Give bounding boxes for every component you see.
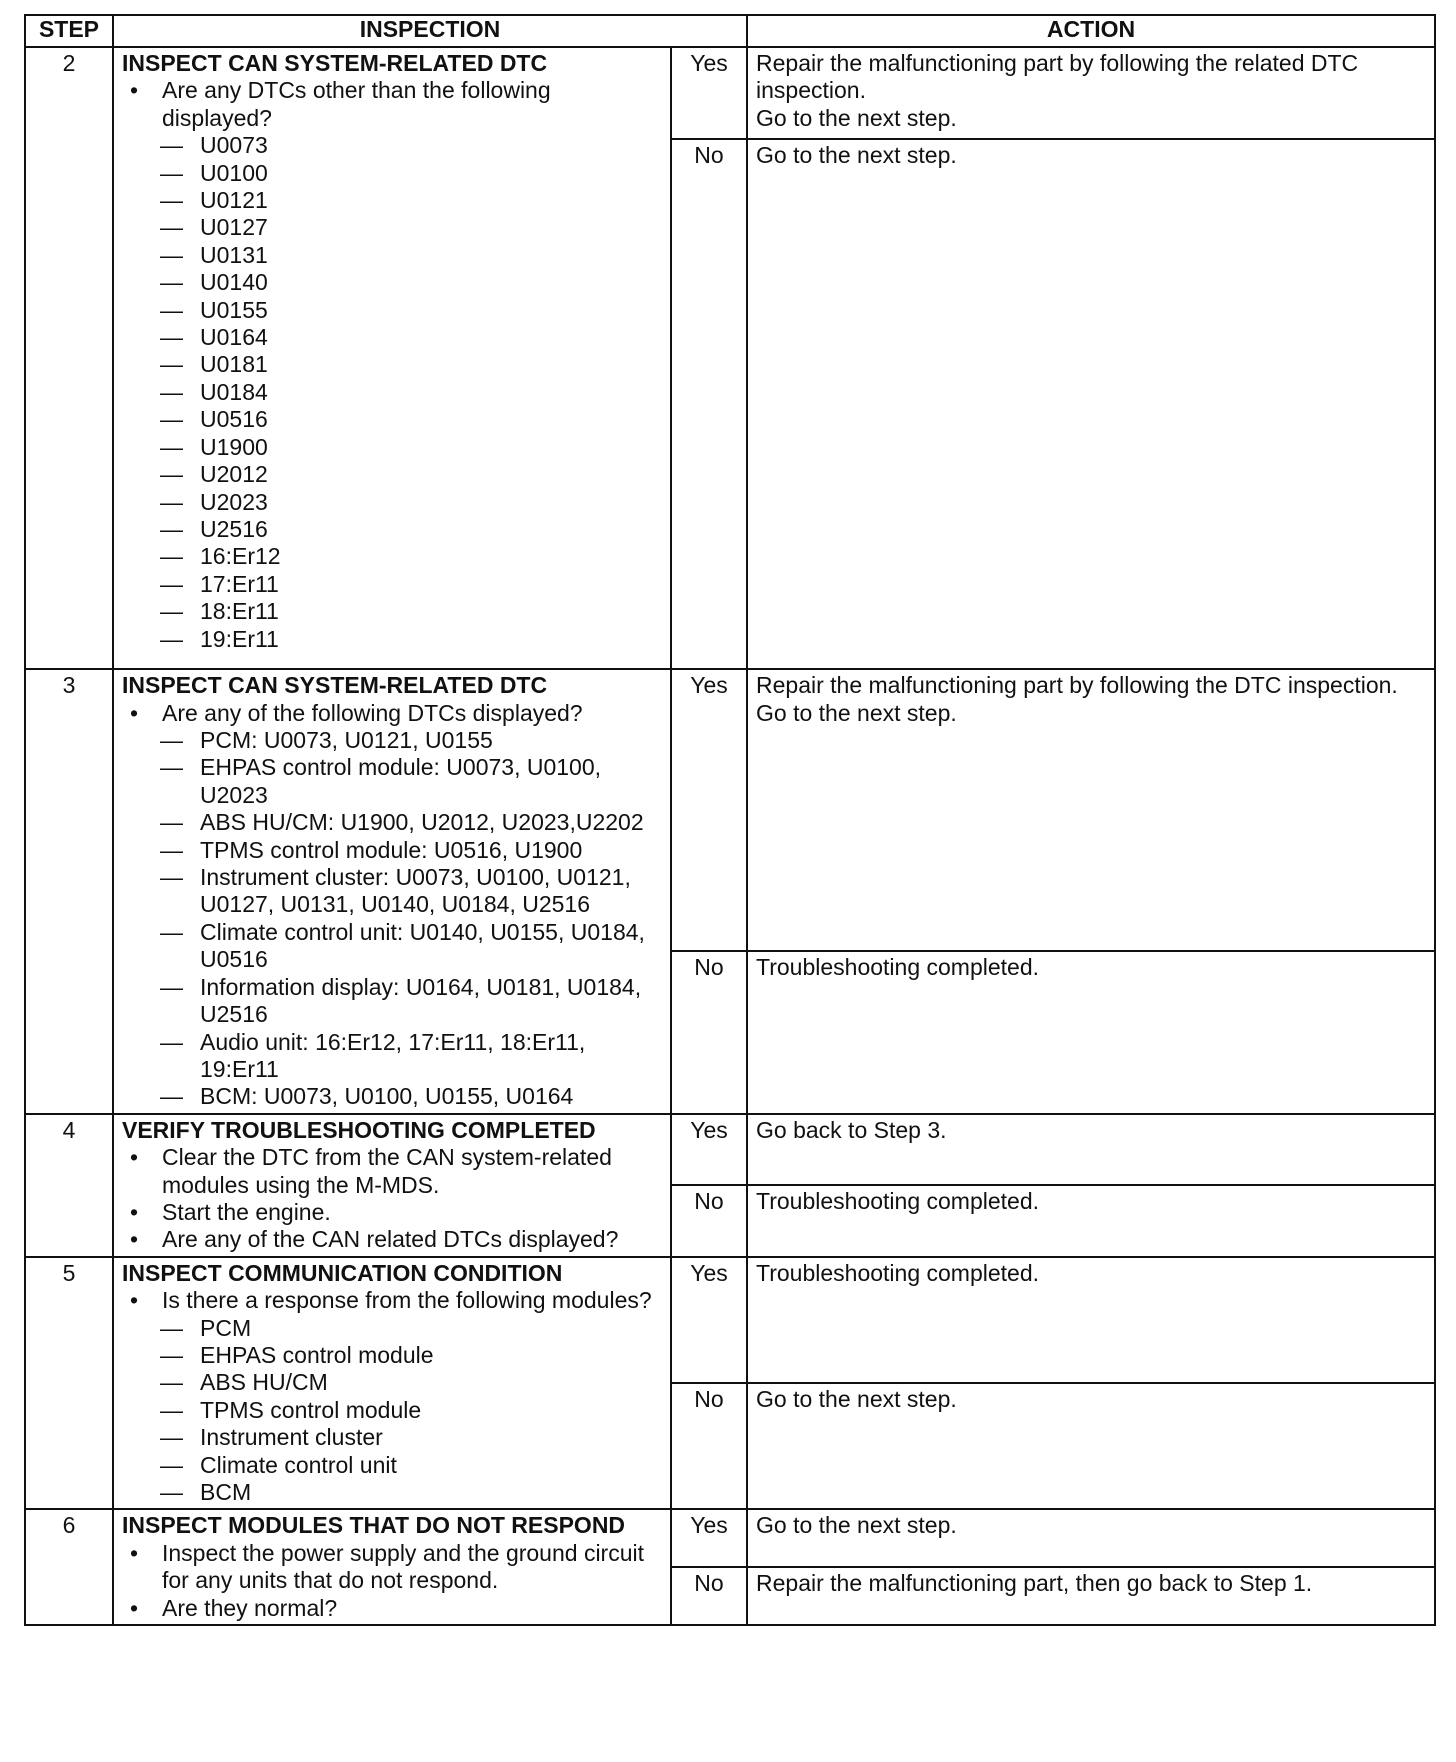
- dtc-list-item: — 19:Er11: [160, 625, 279, 652]
- dtc-list-item: — EHPAS control module: U0073, U0100, U2023: [160, 754, 602, 808]
- yes-label: Yes: [671, 47, 747, 139]
- inspection-cell: [113, 47, 671, 669]
- no-action: Troubleshooting completed.: [747, 951, 1435, 1114]
- bullet-icon: •: [130, 1594, 139, 1621]
- inspection-bullet: • Are any of the CAN related DTCs displayed?: [130, 1226, 619, 1253]
- dtc-list-item: — U0184: [160, 378, 268, 405]
- step-row: [25, 1509, 1435, 1567]
- dtc-list-item: — PCM: U0073, U0121, U0155: [160, 727, 493, 754]
- yes-action: Troubleshooting completed.: [747, 1257, 1435, 1383]
- inspection-question: • Are any DTCs other than the following displayed?: [130, 77, 551, 131]
- no-action: Repair the malfunctioning part, then go back to Step 1.: [747, 1567, 1435, 1625]
- module-list-item: — BCM: [160, 1479, 252, 1505]
- dtc-list-item: — U0516: [160, 406, 268, 433]
- step-number: 5: [25, 1257, 113, 1510]
- inspection-bullet: • Start the engine.: [130, 1198, 331, 1225]
- dtc-list-item: — ABS HU/CM: U1900, U2012, U2023,U2202: [160, 809, 644, 836]
- inspection-question: • Is there a response from the following modules?: [130, 1287, 652, 1314]
- inspection-question: • Are any of the following DTCs displayed?: [130, 699, 583, 726]
- inspection-cell: [113, 669, 671, 1114]
- inspection-title: INSPECT CAN SYSTEM-RELATED DTC: [122, 50, 548, 76]
- step-row: [25, 669, 1435, 951]
- dtc-list-item: — U2023: [160, 488, 268, 515]
- bullet-icon: •: [130, 1287, 139, 1314]
- yes-label: Yes: [671, 669, 747, 951]
- header-inspection: INSPECTION: [113, 15, 747, 47]
- yes-label: Yes: [671, 1257, 747, 1383]
- inspection-cell: [113, 1257, 671, 1510]
- no-action: Troubleshooting completed.: [747, 1185, 1435, 1257]
- dtc-list-item: — 16:Er12: [160, 543, 281, 570]
- inspection-bullet: • Inspect the power supply and the ground circuit for any units that do not respond.: [130, 1539, 645, 1594]
- bullet-icon: •: [130, 699, 139, 726]
- dtc-list-item: — U0140: [160, 269, 268, 296]
- inspection-cell: [113, 1114, 671, 1257]
- dtc-list-item: — U0100: [160, 159, 268, 186]
- dtc-list-item: — BCM: U0073, U0100, U0155, U0164: [160, 1083, 574, 1110]
- bullet-icon: •: [130, 1539, 139, 1566]
- no-action: Go to the next step.: [747, 1383, 1435, 1509]
- yes-action: Go to the next step.: [747, 1509, 1435, 1567]
- no-label: No: [671, 1567, 747, 1625]
- step-row: [25, 1114, 1435, 1186]
- dtc-list-item: — 17:Er11: [160, 570, 279, 597]
- bullet-icon: •: [130, 1144, 139, 1171]
- inspection-bullet: • Are they normal?: [130, 1594, 338, 1621]
- dtc-list-item: — U0164: [160, 324, 268, 351]
- header-step: STEP: [25, 15, 113, 47]
- dtc-list-item: — Instrument cluster: U0073, U0100, U0121, U0127, U0131, U0140, U0184, U2516: [160, 864, 631, 918]
- bullet-icon: •: [130, 77, 139, 104]
- dtc-list-item: — TPMS control module: U0516, U1900: [160, 836, 583, 863]
- step-number: 6: [25, 1509, 113, 1625]
- dtc-list-item: — Information display: U0164, U0181, U0184, U2516: [160, 973, 642, 1028]
- dtc-list-item: — U1900: [160, 433, 268, 460]
- step-row: [25, 47, 1435, 139]
- module-list-item: — Instrument cluster: [160, 1424, 383, 1451]
- dtc-list-item: — U0127: [160, 214, 268, 241]
- yes-action: Repair the malfunctioning part by following the DTC inspection. Go to the next step.: [747, 669, 1435, 951]
- inspection-cell: [113, 1509, 671, 1625]
- dtc-list-item: — U0181: [160, 351, 268, 378]
- troubleshooting-table: [24, 14, 1436, 1626]
- no-label: No: [671, 139, 747, 669]
- bullet-icon: •: [130, 1198, 139, 1225]
- inspection-title: VERIFY TROUBLESHOOTING COMPLETED: [122, 1116, 596, 1143]
- dtc-list-item: — Climate control unit: U0140, U0155, U0184, U0516: [160, 918, 645, 973]
- dtc-list-item: — U0073: [160, 132, 268, 159]
- inspection-bullet: • Clear the DTC from the CAN system-related modules using the M-MDS.: [130, 1144, 612, 1198]
- dtc-list-item: — U2012: [160, 461, 268, 488]
- yes-label: Yes: [671, 1509, 747, 1567]
- inspection-title: INSPECT MODULES THAT DO NOT RESPOND: [122, 1512, 626, 1539]
- header-action: ACTION: [747, 15, 1435, 47]
- dtc-list-item: — U0121: [160, 187, 268, 214]
- inspection-title: INSPECT COMMUNICATION CONDITION: [122, 1259, 563, 1286]
- yes-label: Yes: [671, 1114, 747, 1186]
- no-label: No: [671, 1383, 747, 1509]
- header-row: [25, 15, 1435, 47]
- yes-action: Repair the malfunctioning part by following the related DTC inspection. Go to the next step.: [747, 47, 1435, 139]
- step-row: [25, 1257, 1435, 1383]
- module-list-item: — ABS HU/CM: [160, 1369, 328, 1396]
- troubleshooting-document: [24, 14, 1434, 1626]
- dtc-list-item: — U2516: [160, 515, 268, 542]
- step-number: 3: [25, 669, 113, 1114]
- dtc-list-item: — 18:Er11: [160, 598, 279, 625]
- module-list-item: — EHPAS control module: [160, 1341, 434, 1368]
- dtc-list-item: — Audio unit: 16:Er12, 17:Er11, 18:Er11, 19:Er11: [160, 1028, 586, 1082]
- no-action: Go to the next step.: [747, 139, 1435, 669]
- dtc-list-item: — U0155: [160, 296, 268, 323]
- module-list-item: — TPMS control module: [160, 1396, 422, 1423]
- inspection-title: INSPECT CAN SYSTEM-RELATED DTC: [122, 672, 548, 699]
- bullet-icon: •: [130, 1226, 139, 1253]
- no-label: No: [671, 1185, 747, 1257]
- step-number: 4: [25, 1114, 113, 1257]
- yes-action: Go back to Step 3.: [747, 1114, 1435, 1186]
- step-number: 2: [25, 47, 113, 669]
- module-list-item: — PCM: [160, 1314, 252, 1341]
- no-label: No: [671, 951, 747, 1114]
- module-list-item: — Climate control unit: [160, 1451, 397, 1478]
- dtc-list-item: — U0131: [160, 241, 268, 268]
